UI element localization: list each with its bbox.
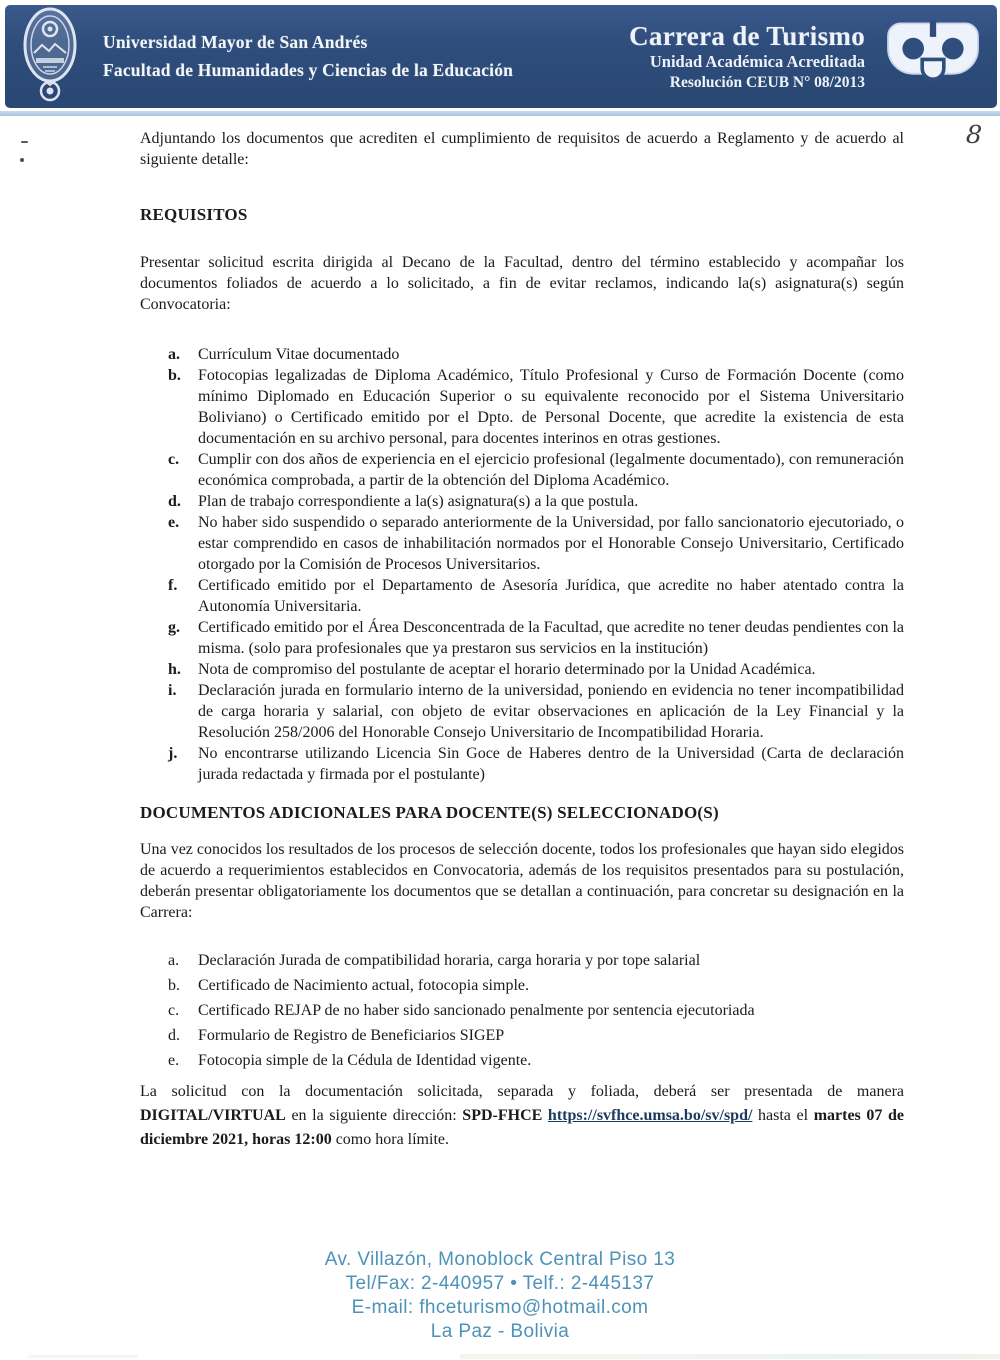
item-text: Declaración Jurada de compatibilidad horaria, carga horaria y por tope salarial — [198, 952, 701, 969]
requisitos-heading: REQUISITOS — [140, 205, 248, 224]
accreditation-line: Unidad Académica Acreditada — [649, 51, 865, 71]
requisito-item — [140, 743, 904, 785]
footer-email: E-mail: fhceturismo@hotmail.com — [351, 1297, 649, 1318]
requisito-item — [140, 680, 904, 743]
university-name: Universidad Mayor de San Andrés — [103, 32, 368, 52]
requisito-item — [140, 365, 904, 449]
item-text: Declaración jurada en formulario interno de la universidad, poniendo en evidencia no tener incompatibilidad de carga horaria y salarial, con objeto de evitar observaciones en aplicación de la Ley Financial y la Resolución 258/2006 del Honorable Consejo Universitario de Incompatibilidad Horaria. — [198, 682, 904, 741]
item-text: Certificado emitido por el Área Desconcentrada de la Facultad, que acredite no tener deudas pendientes con la misma. (solo para profesionales que ya prestaron sus servicios en la institución) — [198, 619, 904, 657]
adicional-item — [140, 1050, 904, 1071]
item-text: Certificado de Nacimiento actual, fotocopia simple. — [198, 977, 529, 994]
program-title: Carrera de Turismo — [629, 20, 865, 51]
item-letter: b. — [168, 977, 180, 994]
requisitos-list — [140, 344, 904, 785]
adicional-item — [140, 1025, 904, 1046]
item-letter: a. — [168, 952, 180, 969]
adicionales-lead-paragraph: Una vez conocidos los resultados de los procesos de selección docente, todos los profesionales que hayan sido elegidos de acuerdo a requerimientos establecidos en Convocatoria, además de los requisitos presentados para su postulación, deberán presentar obligatoriamente los documentos que se detallan a continuación, para concretar su designación en la Carrera: — [140, 841, 904, 921]
item-text: No haber sido suspendido o separado anteriormente de la Universidad, por fallo sancionatorio ejecutoriado, o estar comprendido en casos de inhabilitación normados por el Honorable Consejo Universitario, Certificado otorgado por la Comisión de Procesos Universitarios. — [198, 514, 904, 573]
item-letter: f. — [168, 577, 178, 594]
adicionales-list — [140, 950, 904, 1071]
item-text: Nota de compromiso del postulante de aceptar el horario determinado por la Unidad Académica. — [198, 661, 816, 678]
item-text: Certificado REJAP de no haber sido sancionado penalmente por sentencia ejecutoriada — [198, 1002, 755, 1019]
item-text: Fotocopias legalizadas de Diploma Académico, Título Profesional y Curso de Formación Docente (como mínimo Diplomado en Educación Superior o su equivalente reconocido por el Sistema Universitario Boliviano) o Certificado emitido por el Dpto. de Personal Docente, que acredite la existencia de esta documentación en su archivo personal, para docentes interinos en otras gestiones. — [198, 367, 904, 447]
item-text: Plan de trabajo correspondiente a la(s) asignatura(s) a la que postula. — [198, 493, 639, 510]
requisitos-lead-paragraph: Presentar solicitud escrita dirigida al Decano de la Facultad, dentro del término establecido y acompañar los documentos foliados de acuerdo a lo solicitado, a fin de evitar reclamos, indicando la(s) asignatura(s) según Convocatoria: — [140, 254, 904, 313]
item-letter: d. — [168, 1027, 180, 1044]
requisito-item — [140, 491, 904, 512]
program-block — [629, 21, 865, 93]
item-letter: b. — [168, 367, 181, 384]
requisito-item — [140, 344, 904, 365]
tourism-owl-mask-icon — [879, 12, 987, 101]
requisito-item — [140, 617, 904, 659]
item-letter: h. — [168, 661, 181, 678]
handwritten-page-number: 8 — [965, 119, 983, 150]
margin-pen-mark — [20, 158, 24, 162]
adicional-item — [140, 975, 904, 996]
text-segment: hasta el — [752, 1107, 814, 1124]
item-letter: a. — [168, 346, 180, 363]
item-text: Currículum Vitae documentado — [198, 346, 400, 363]
scan-edge-artifact — [460, 1354, 1000, 1359]
faculty-name: Facultad de Humanidades y Ciencias de la Educación — [103, 60, 514, 80]
item-letter: c. — [168, 451, 180, 468]
letterhead-band — [5, 5, 997, 108]
university-seal-icon — [19, 5, 81, 108]
item-letter: e. — [168, 1052, 180, 1069]
margin-pen-mark — [21, 141, 28, 143]
institution-block — [103, 32, 629, 81]
item-text: Cumplir con dos años de experiencia en el ejercicio profesional (legalmente documentado), con remuneración económica comprobada, a partir de la obtención del Diploma Académico. — [198, 451, 904, 489]
item-text: No encontrarse utilizando Licencia Sin Goce de Haberes dentro de la Universidad (Carta de declaración jurada redactada y firmada por el postulante) — [198, 745, 904, 783]
footer-address: Av. Villazón, Monoblock Central Piso 13 — [324, 1249, 676, 1270]
item-letter: c. — [168, 1002, 180, 1019]
requisito-item — [140, 575, 904, 617]
requisito-item — [140, 659, 904, 680]
item-text: Fotocopia simple de la Cédula de Identidad vigente. — [198, 1052, 532, 1069]
text-segment: La solicitud con la documentación solicitada, separada y foliada, deberá ser presentada de manera — [140, 1083, 904, 1100]
document-body — [140, 113, 904, 1152]
requisito-item — [140, 512, 904, 575]
adicional-item — [140, 950, 904, 971]
text-segment: SPD-FHCE — [462, 1107, 543, 1124]
item-letter: i. — [168, 682, 177, 699]
footer-phones: Tel/Fax: 2-440957 • Telf.: 2-445137 — [345, 1273, 655, 1294]
text-segment: martes 07 de diciembre 2021, horas 12:00 — [140, 1107, 905, 1148]
footer-city: La Paz - Bolivia — [430, 1321, 570, 1342]
footer-contact-block — [0, 1248, 1000, 1344]
adicional-item — [140, 1000, 904, 1021]
text-segment: en la siguiente dirección: — [285, 1107, 463, 1124]
text-segment: como hora límite. — [331, 1131, 449, 1148]
item-text: Formulario de Registro de Beneficiarios SIGEP — [198, 1027, 505, 1044]
item-letter: d. — [168, 493, 181, 510]
text-segment: DIGITAL/VIRTUAL — [140, 1107, 286, 1124]
item-letter: e. — [168, 514, 180, 531]
item-text: Certificado emitido por el Departamento de Asesoría Jurídica, que acredite no haber atentado contra la Autonomía Universitaria. — [198, 577, 904, 615]
resolution-line: Resolución CEUB N° 08/2013 — [669, 73, 865, 91]
item-letter: g. — [168, 619, 180, 636]
requisito-item — [140, 449, 904, 491]
scan-edge-artifact — [28, 1355, 138, 1358]
intro-paragraph: Adjuntando los documentos que acrediten el cumplimiento de requisitos de acuerdo a Reglamento y de acuerdo al siguiente detalle: — [140, 130, 904, 168]
closing-paragraph — [140, 1080, 904, 1152]
item-letter: j. — [168, 745, 178, 762]
adicionales-heading: DOCUMENTOS ADICIONALES PARA DOCENTE(S) SELECCIONADO(S) — [140, 803, 719, 822]
submission-url-link[interactable]: https://svfhce.umsa.bo/sv/spd/ — [547, 1107, 753, 1124]
